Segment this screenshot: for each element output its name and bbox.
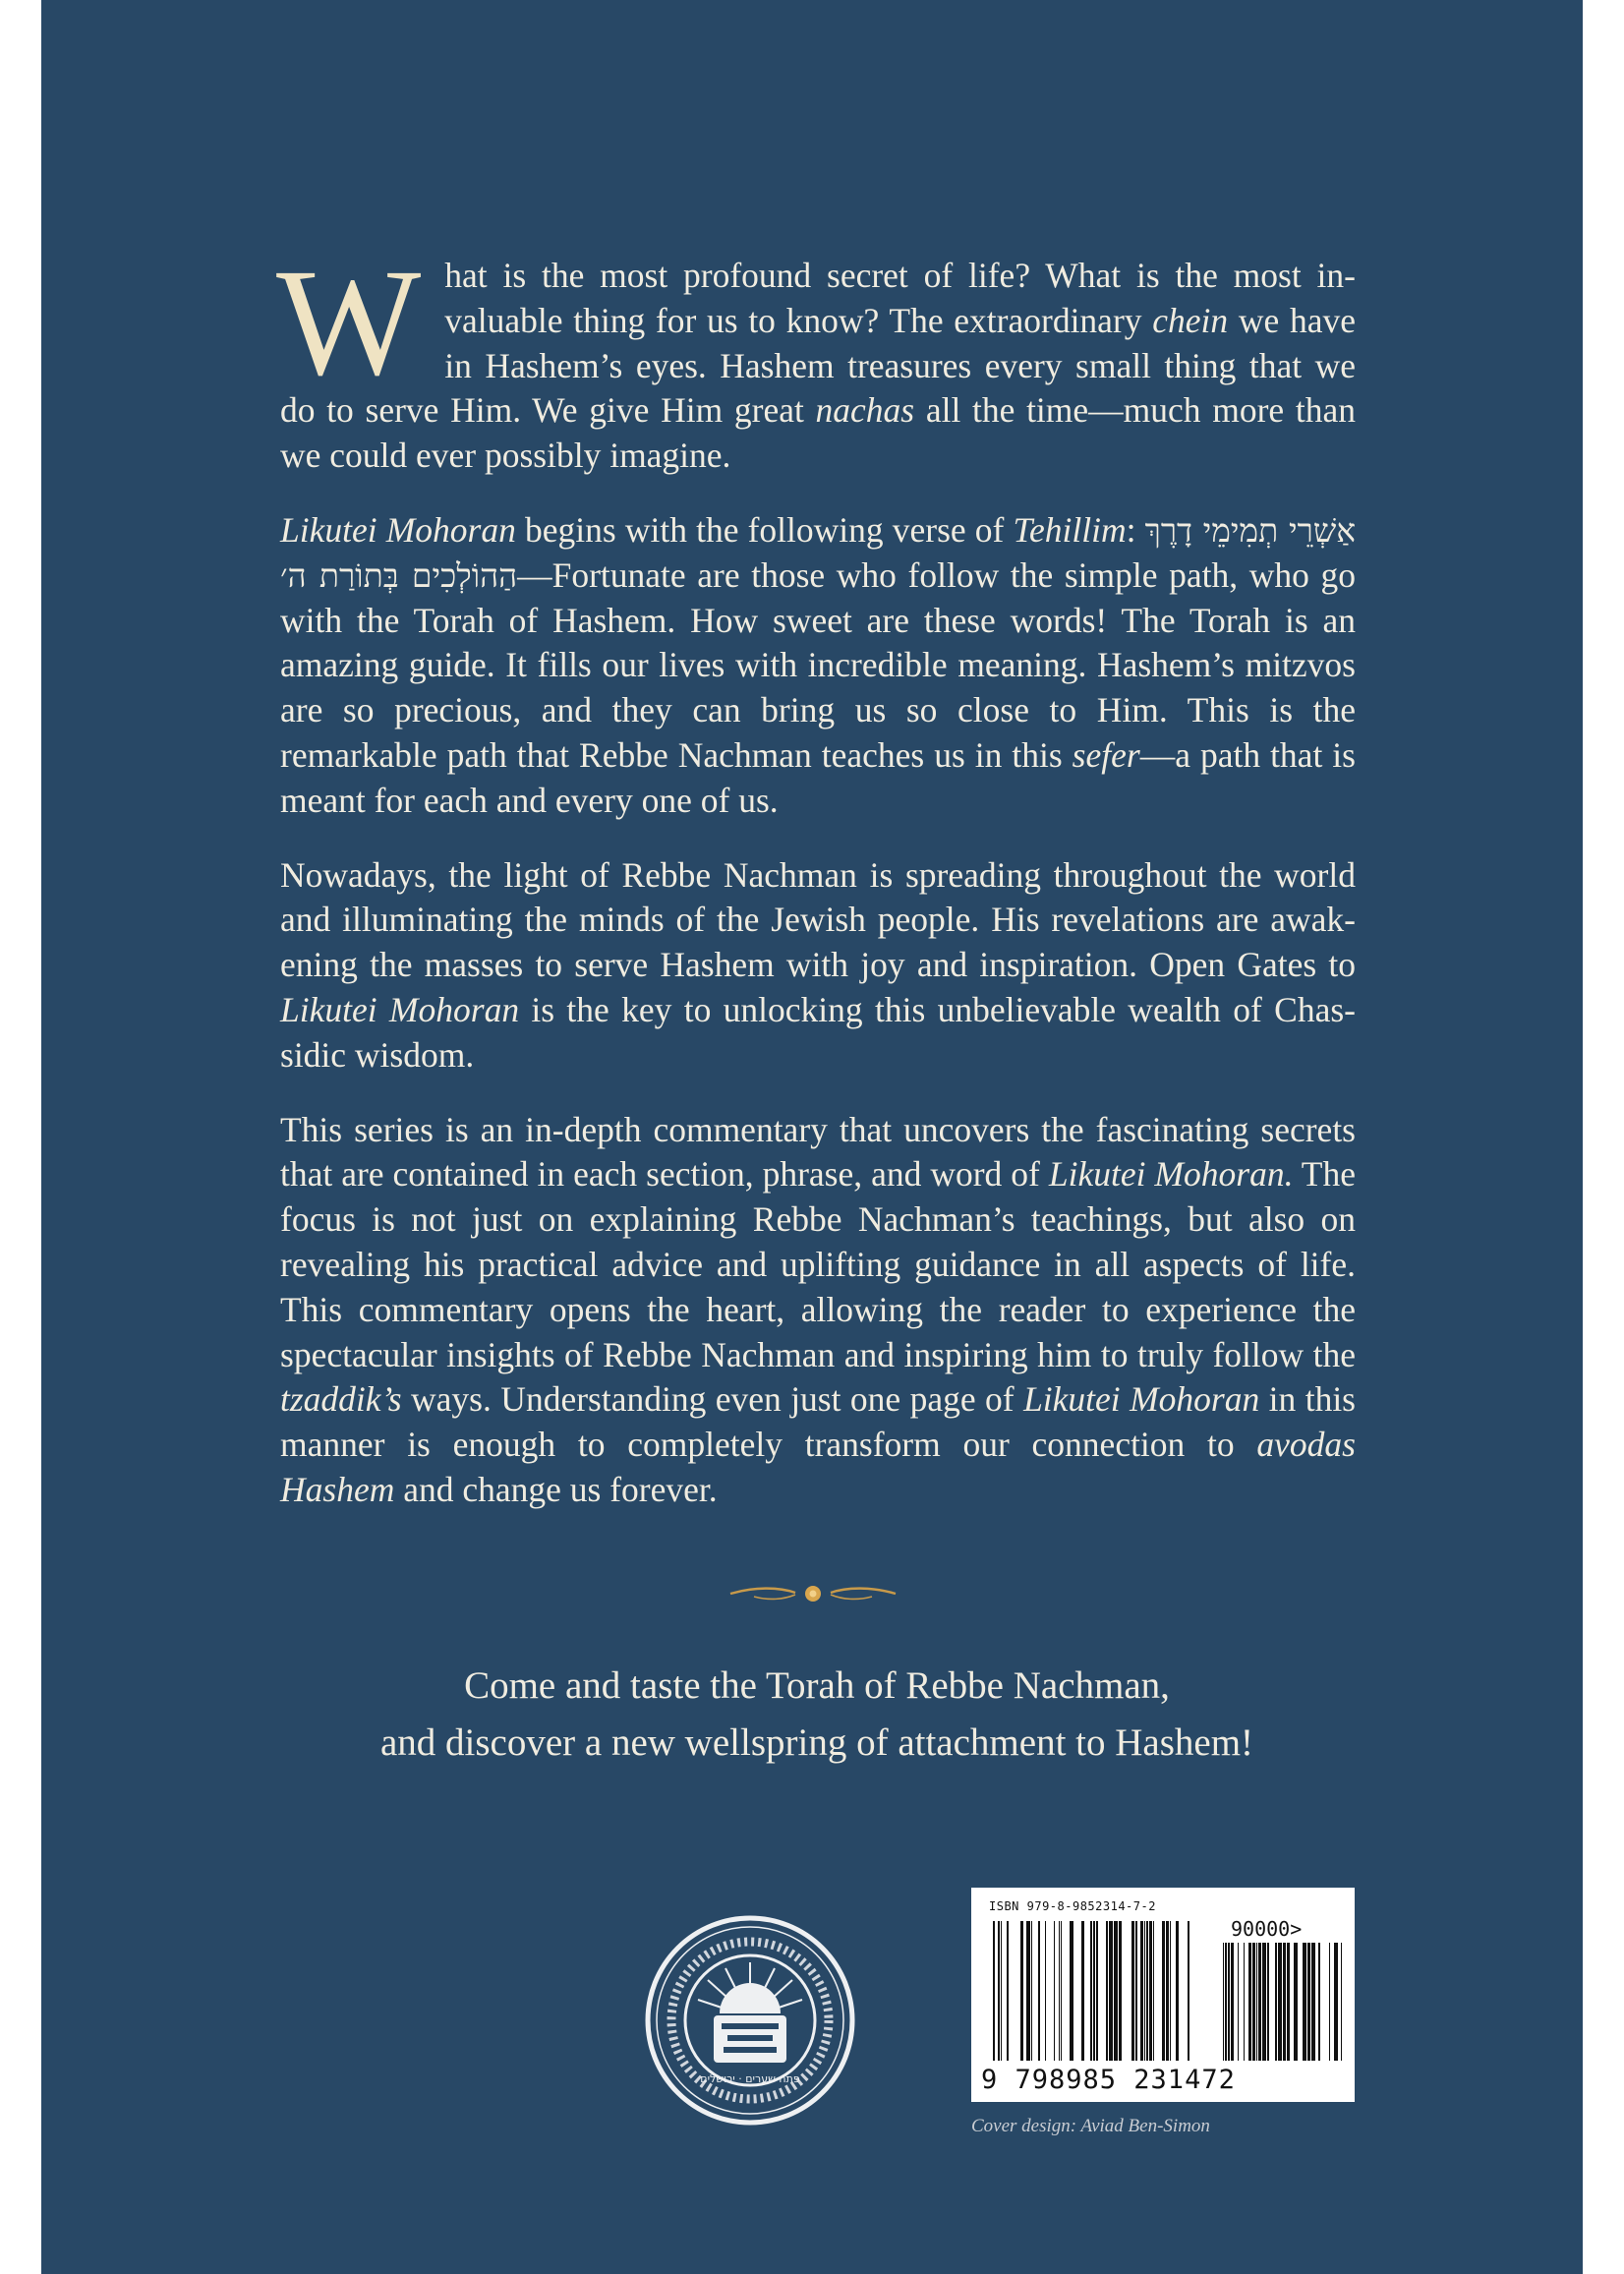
drop-cap: W bbox=[276, 237, 422, 407]
publisher-seal-icon bbox=[643, 1913, 857, 2128]
barcode bbox=[971, 1888, 1355, 2102]
paragraph-3 bbox=[280, 853, 1356, 1079]
italic-term: tzaddik’s bbox=[280, 1379, 402, 1420]
isbn-digits: 9 798985 231472 bbox=[981, 2065, 1236, 2095]
text-run: is the key to unlocking this unbelievable wealth of Chassidic wisdom. bbox=[280, 989, 1356, 1075]
text-run: This series is an in-depth commentary that uncovers the fascinating secrets that are contained in each section, phrase, and word of bbox=[280, 1109, 1356, 1195]
italic-term: nachas bbox=[815, 390, 915, 431]
italic-term: sefer bbox=[1072, 734, 1140, 775]
italic-term: Likutei Mohoran bbox=[280, 989, 520, 1029]
price-code: 90000> bbox=[1231, 1917, 1303, 1941]
isbn-label: ISBN 979-8-9852314-7-2 bbox=[989, 1899, 1156, 1913]
back-cover bbox=[41, 0, 1583, 2274]
ornament-divider-icon bbox=[725, 1579, 901, 1608]
text-run: and change us forever. bbox=[394, 1469, 718, 1509]
call-to-action bbox=[279, 1658, 1355, 1772]
paragraph-2 bbox=[280, 508, 1356, 824]
text-run: in this manner is enough to completely transform our connection to bbox=[280, 1379, 1357, 1465]
cta-line-2: and discover a new wellspring of attachment to Hashem! bbox=[379, 1721, 1254, 1764]
italic-term: avodas Hashem bbox=[280, 1425, 1356, 1509]
hebrew-verse: אַשְׁרֵי תְמִימֵי דָרֶךְ הַהוֹלְכִים בְּתוֹרַת ה׳ bbox=[280, 510, 1357, 595]
text-run: ways. Understanding even just one page of bbox=[401, 1379, 1024, 1420]
text-run: all the time—much more than we could ever possibly imagine. bbox=[280, 390, 1356, 476]
italic-term: Likutei Mohoran bbox=[1023, 1379, 1260, 1420]
italic-term: Tehillim bbox=[1013, 509, 1127, 550]
italic-term: Likutei Mohoran bbox=[280, 509, 516, 550]
italic-term: Likutei Mohoran. bbox=[1048, 1154, 1294, 1195]
italic-term: chein bbox=[1152, 300, 1229, 340]
text-run: hat is the most profound secret of life? What is the most invaluable thing for us to know? The extraordinary bbox=[444, 256, 1356, 340]
paragraph-1 bbox=[276, 237, 1356, 479]
blurb-text bbox=[276, 237, 1357, 1543]
text-run: —Fortunate are those who follow the simple path, who go with the Torah of Hashem. How sweet are these words! The Torah is an amazing guide. It fills our lives with incredible meaning. Hashem’s mitzvos are so precious, and they can bring us so close to Him. This is the remarkable path that Rebbe Nachman teaches us in this bbox=[280, 554, 1357, 775]
text-run: The focus is not just on explaining Rebbe Nachman’s teachings, but also on revealing his practical advice and uplifting guidance in all aspects of life. This commentary opens the heart, allowing the reader to experience the spectacular insights of Rebbe Nachman and inspiring him to truly follow the bbox=[280, 1154, 1356, 1374]
text-run: we have in Hashem’s eyes. Hashem treasures every small thing that we do to serve Him. We give Him great bbox=[280, 300, 1356, 431]
paragraph-1-text bbox=[280, 256, 1356, 475]
text-run: —a path that is meant for each and every one of us. bbox=[280, 734, 1356, 820]
cta-line-1: Come and taste the Torah of Rebbe Nachman, bbox=[464, 1664, 1170, 1707]
text-run: Nowadays, the light of Rebbe Nachman is spreading throughout the world and illuminating the minds of the Jewish people. His revelations are awakening the masses to serve Hashem with joy and inspiration. Open Gates to bbox=[280, 854, 1356, 985]
paragraph-4 bbox=[280, 1108, 1356, 1513]
seal-lettering: פתח שערים · ירושלים bbox=[700, 2072, 800, 2085]
text-run: : bbox=[1126, 509, 1145, 550]
cover-design-credit: Cover design: Aviad Ben-Simon bbox=[971, 2116, 1210, 2136]
text-run: begins with the following verse of bbox=[515, 509, 1014, 550]
